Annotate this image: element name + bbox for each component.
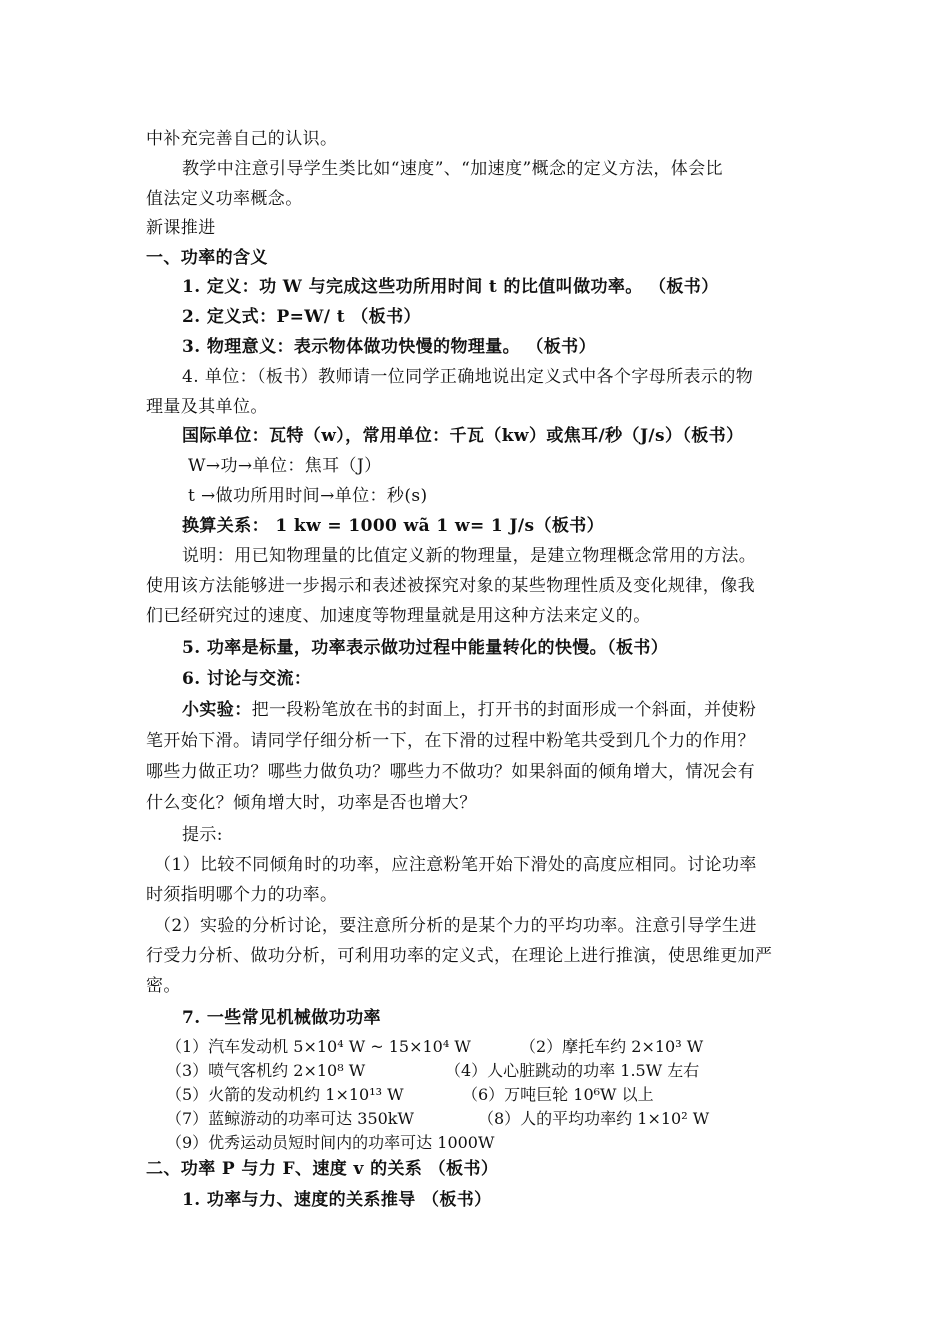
machine-item: （1）汽车发动机 5×10⁴ W ~ 15×10⁴ W <box>166 1037 471 1056</box>
t-unit-line: t →做功所用时间→单位：秒(s) <box>188 486 428 506</box>
formula-item: 2. 定义式：P=W/ t （板书） <box>182 307 421 327</box>
conversion-line: 换算关系： 1 kw = 1000 wã 1 w= 1 J/s（板书） <box>182 516 605 536</box>
hint-label: 提示: <box>182 825 223 845</box>
section-1-heading: 一、功率的含义 <box>146 248 268 268</box>
machine-item: （2）摩托车约 2×10³ W <box>520 1037 704 1056</box>
experiment-line-1 <box>182 698 756 722</box>
intro-line-1: 中补充完善自己的认识。 <box>146 129 338 149</box>
unit-item-line-1: 4. 单位：（板书）教师请一位同学正确地说出定义式中各个字母所表示的物 <box>182 367 754 387</box>
machine-item: （6）万吨巨轮 10⁶W 以上 <box>462 1085 654 1104</box>
intro-line-2: 教学中注意引导学生类比如“速度”、“加速度”概念的定义方法，体会比 <box>182 159 723 179</box>
section-2-heading: 二、功率 P 与力 F、速度 v 的关系 （板书） <box>146 1159 499 1179</box>
units-line: 国际单位：瓦特（w），常用单位：千瓦（kw）或焦耳/秒（J/s）（板书） <box>182 426 744 446</box>
machine-item: （4）人心脏跳动的功率 1.5W 左右 <box>445 1061 700 1080</box>
hint-1-line-2: 时须指明哪个力的功率。 <box>146 885 338 905</box>
hint-2-line-3: 密。 <box>146 976 181 996</box>
derivation-item: 1. 功率与力、速度的关系推导 （板书） <box>182 1190 492 1210</box>
hint-1-line-1: （1）比较不同倾角时的功率，应注意粉笔开始下滑处的高度应相同。讨论功率 <box>154 855 757 875</box>
machines-heading: 7. 一些常见机械做功功率 <box>182 1008 381 1028</box>
scalar-item: 5. 功率是标量，功率表示做功过程中能量转化的快慢。（板书） <box>182 638 669 658</box>
note-line-3: 们已经研究过的速度、加速度等物理量就是用这种方法来定义的。 <box>146 606 651 626</box>
machine-item: （7）蓝鲸游动的功率可达 350kW <box>166 1109 414 1128</box>
hint-2-line-1: （2）实验的分析讨论，要注意所分析的是某个力的平均功率。注意引导学生进 <box>154 916 757 936</box>
machine-item: （8）人的平均功率约 1×10² W <box>478 1109 710 1128</box>
w-unit-line: W→功→单位：焦耳（J） <box>188 456 382 476</box>
experiment-label: 小实验： <box>182 700 252 720</box>
new-lesson-label: 新课推进 <box>146 218 216 238</box>
note-line-1: 说明：用已知物理量的比值定义新的物理量，是建立物理概念常用的方法。 <box>182 546 757 566</box>
discussion-item: 6. 讨论与交流： <box>182 669 312 689</box>
physical-meaning-item: 3. 物理意义：表示物体做功快慢的物理量。 （板书） <box>182 337 596 357</box>
note-line-2: 使用该方法能够进一步揭示和表述被探究对象的某些物理性质及变化规律，像我 <box>146 576 755 596</box>
hint-2-line-2: 行受力分析、做功分析，可利用功率的定义式，在理论上进行推演，使思维更加严 <box>146 946 773 966</box>
machine-item: （9）优秀运动员短时间内的功率可达 1000W <box>166 1133 495 1152</box>
experiment-line-4: 什么变化？倾角增大时，功率是否也增大？ <box>146 793 477 813</box>
definition-item: 1. 定义：功 W 与完成这些功所用时间 t 的比值叫做功率。 （板书） <box>182 277 719 297</box>
experiment-line-3: 哪些力做正功？哪些力做负功？哪些力不做功？如果斜面的倾角增大，情况会有 <box>146 762 755 782</box>
intro-line-3: 值法定义功率概念。 <box>146 189 303 209</box>
unit-item-line-2: 理量及其单位。 <box>146 397 268 417</box>
experiment-text: 把一段粉笔放在书的封面上，打开书的封面形成一个斜面，并使粉 <box>251 700 757 720</box>
experiment-line-2: 笔开始下滑。请同学仔细分析一下，在下滑的过程中粉笔共受到几个力的作用？ <box>146 731 755 751</box>
machine-item: （5）火箭的发动机约 1×10¹³ W <box>166 1085 404 1104</box>
machine-item: （3）喷气客机约 2×10⁸ W <box>166 1061 366 1080</box>
